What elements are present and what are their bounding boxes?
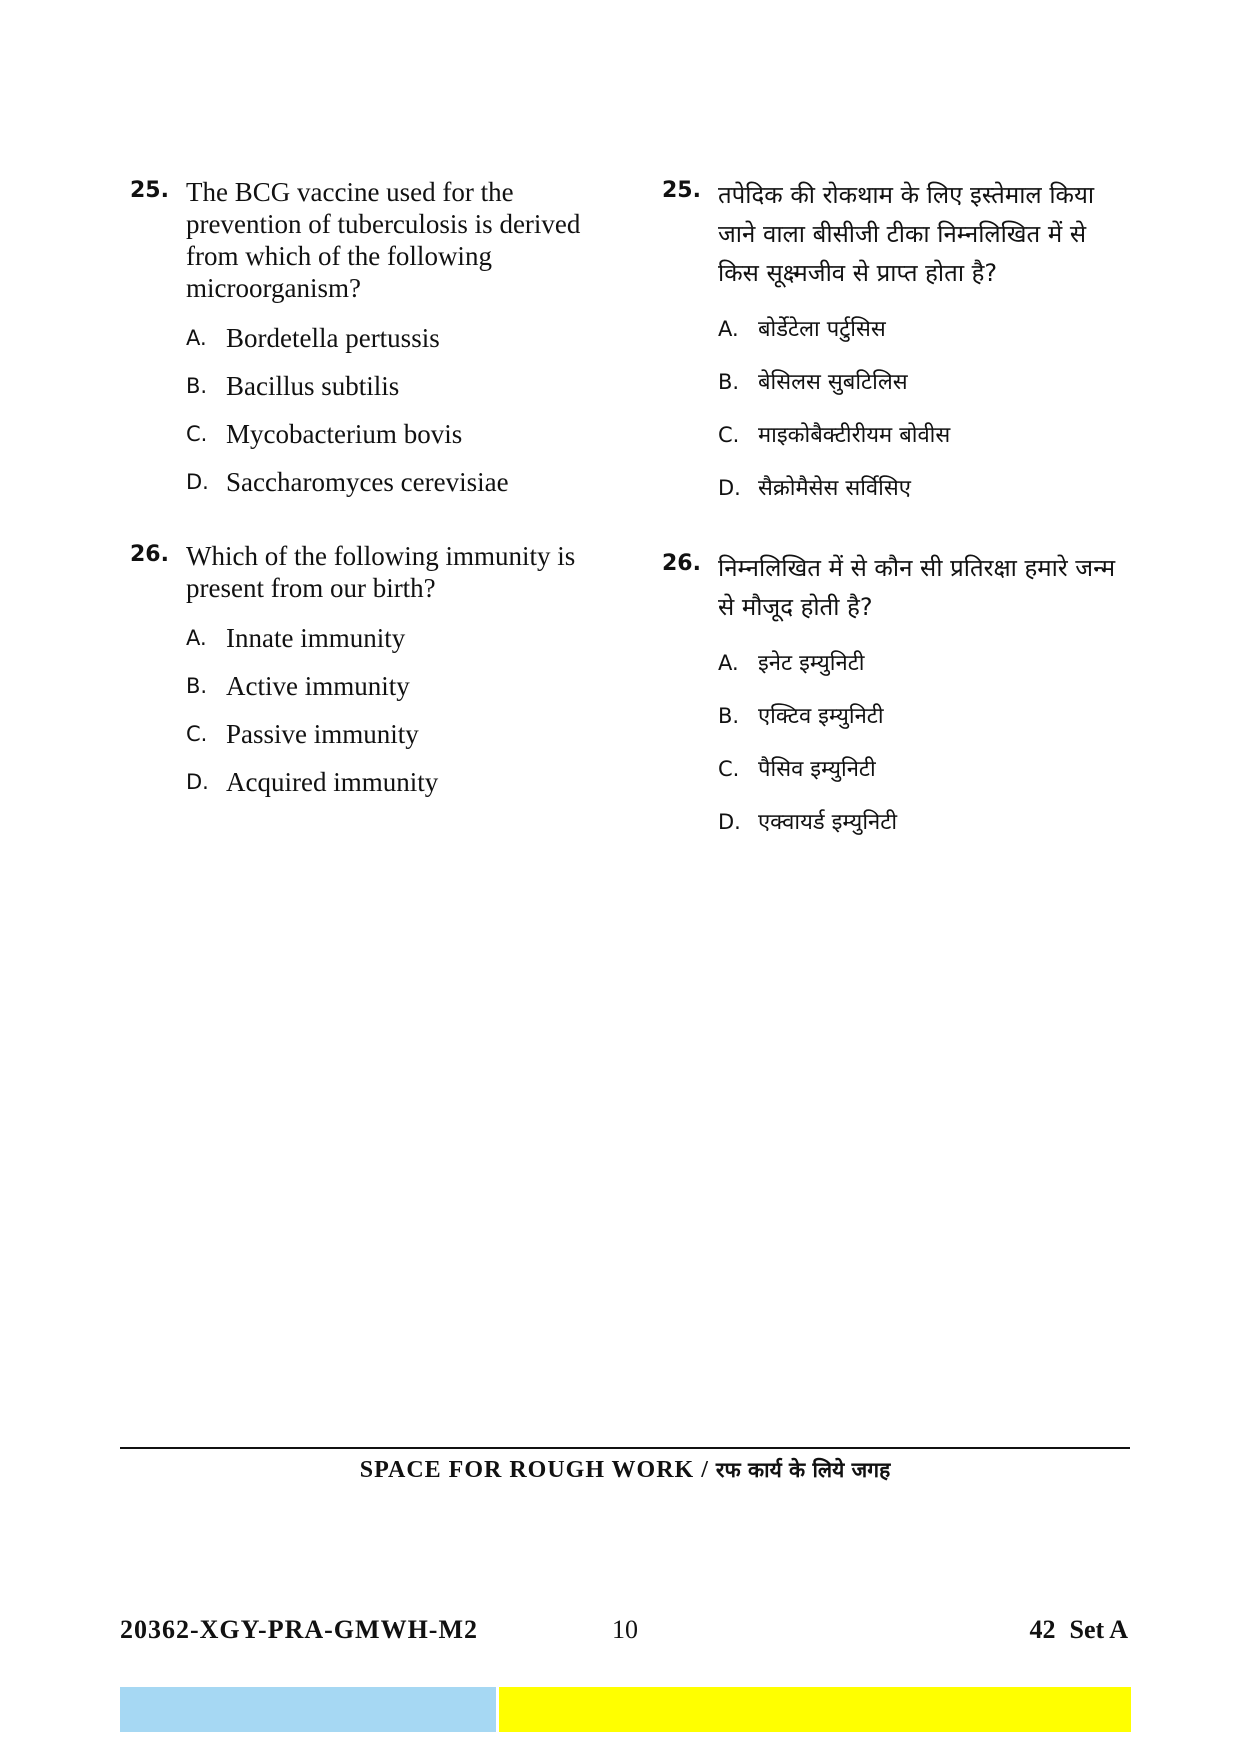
- option-letter: A.: [718, 317, 739, 341]
- option-text: एक्टिव इम्युनिटी: [758, 704, 884, 729]
- english-column: [130, 176, 600, 840]
- option-letter: C.: [186, 722, 208, 746]
- option-text: माइकोबैक्टीरीयम बोवीस: [758, 423, 951, 448]
- option-letter: C.: [186, 422, 208, 446]
- option-d: [186, 458, 600, 506]
- question-text: The BCG vaccine used for the prevention of tuberculosis is derived from which of the following microorganism?: [186, 177, 581, 303]
- option-c: [186, 410, 600, 458]
- option-text: Innate immunity: [226, 623, 406, 653]
- option-letter: A.: [186, 326, 207, 350]
- option-letter: C.: [718, 423, 740, 447]
- question-text: Which of the following immunity is present from our birth?: [186, 541, 576, 603]
- question-number: 25.: [662, 178, 701, 203]
- question-text: निम्नलिखित में से कौन सी प्रतिरक्षा हमारे जन्म से मौजूद होती है?: [718, 554, 1116, 621]
- option-b: [186, 362, 600, 410]
- option-letter: B.: [718, 370, 740, 394]
- rough-work-label-hindi: रफ कार्य के लिये जगह: [715, 1458, 891, 1482]
- option-c: [718, 743, 1132, 796]
- option-letter: B.: [186, 674, 208, 698]
- option-c: [718, 409, 1132, 462]
- option-text: Acquired immunity: [226, 767, 439, 797]
- options-list: [718, 637, 1132, 849]
- option-b: [718, 690, 1132, 743]
- options-list: [186, 314, 600, 506]
- option-text: Bacillus subtilis: [226, 371, 400, 401]
- rough-work-label-english: SPACE FOR ROUGH WORK /: [359, 1457, 709, 1483]
- option-letter: C.: [718, 757, 740, 781]
- option-letter: D.: [718, 810, 741, 834]
- question-number: 26.: [662, 551, 701, 576]
- booklet-number: 42: [1029, 1615, 1056, 1644]
- option-letter: D.: [718, 476, 741, 500]
- option-text: सैक्रोमैसेस सर्विसिए: [758, 476, 911, 501]
- color-bar-yellow: [499, 1687, 1131, 1732]
- option-letter: A.: [718, 651, 739, 675]
- rough-work-divider: [120, 1447, 1130, 1449]
- rough-work-label: [120, 1456, 1130, 1484]
- option-text: एक्वायर्ड इम्युनिटी: [758, 810, 898, 835]
- option-text: Mycobacterium bovis: [226, 419, 463, 449]
- option-text: बोर्डेटेला पर्टुसिस: [758, 317, 886, 342]
- question-text: तपेदिक की रोकथाम के लिए इस्तेमाल किया जाने वाला बीसीजी टीका निम्नलिखित में से किस सूक्ष्मजीव से प्राप्त होता है?: [718, 181, 1095, 287]
- set-name: Set A: [1069, 1615, 1128, 1644]
- option-d: [718, 462, 1132, 515]
- option-a: [718, 303, 1132, 356]
- options-list: [186, 614, 600, 806]
- option-text: बेसिलस सुबटिलिस: [758, 370, 908, 395]
- option-text: Saccharomyces cerevisiae: [226, 467, 509, 497]
- option-a: [186, 614, 600, 662]
- option-text: Active immunity: [226, 671, 410, 701]
- option-letter: D.: [186, 470, 209, 494]
- option-c: [186, 710, 600, 758]
- option-a: [186, 314, 600, 362]
- option-d: [718, 796, 1132, 849]
- option-b: [718, 356, 1132, 409]
- question-number: 26.: [130, 542, 169, 567]
- option-a: [718, 637, 1132, 690]
- option-letter: A.: [186, 626, 207, 650]
- question-26-en: [130, 540, 600, 806]
- option-letter: D.: [186, 770, 209, 794]
- set-label: [1030, 1615, 1129, 1645]
- paper-code: 20362-XGY-PRA-GMWH-M2: [120, 1615, 478, 1644]
- color-bar-blue: [120, 1687, 496, 1732]
- hindi-column: [662, 176, 1132, 883]
- question-26-hi: [662, 549, 1132, 849]
- option-letter: B.: [718, 704, 740, 728]
- option-b: [186, 662, 600, 710]
- option-text: इनेट इम्युनिटी: [758, 651, 865, 676]
- page-number: 10: [612, 1615, 638, 1644]
- option-d: [186, 758, 600, 806]
- option-text: पैसिव इम्युनिटी: [758, 757, 876, 782]
- option-text: Passive immunity: [226, 719, 419, 749]
- options-list: [718, 303, 1132, 515]
- question-25-hi: [662, 176, 1132, 515]
- option-text: Bordetella pertussis: [226, 323, 440, 353]
- option-letter: B.: [186, 374, 208, 398]
- question-25-en: [130, 176, 600, 506]
- question-number: 25.: [130, 178, 169, 203]
